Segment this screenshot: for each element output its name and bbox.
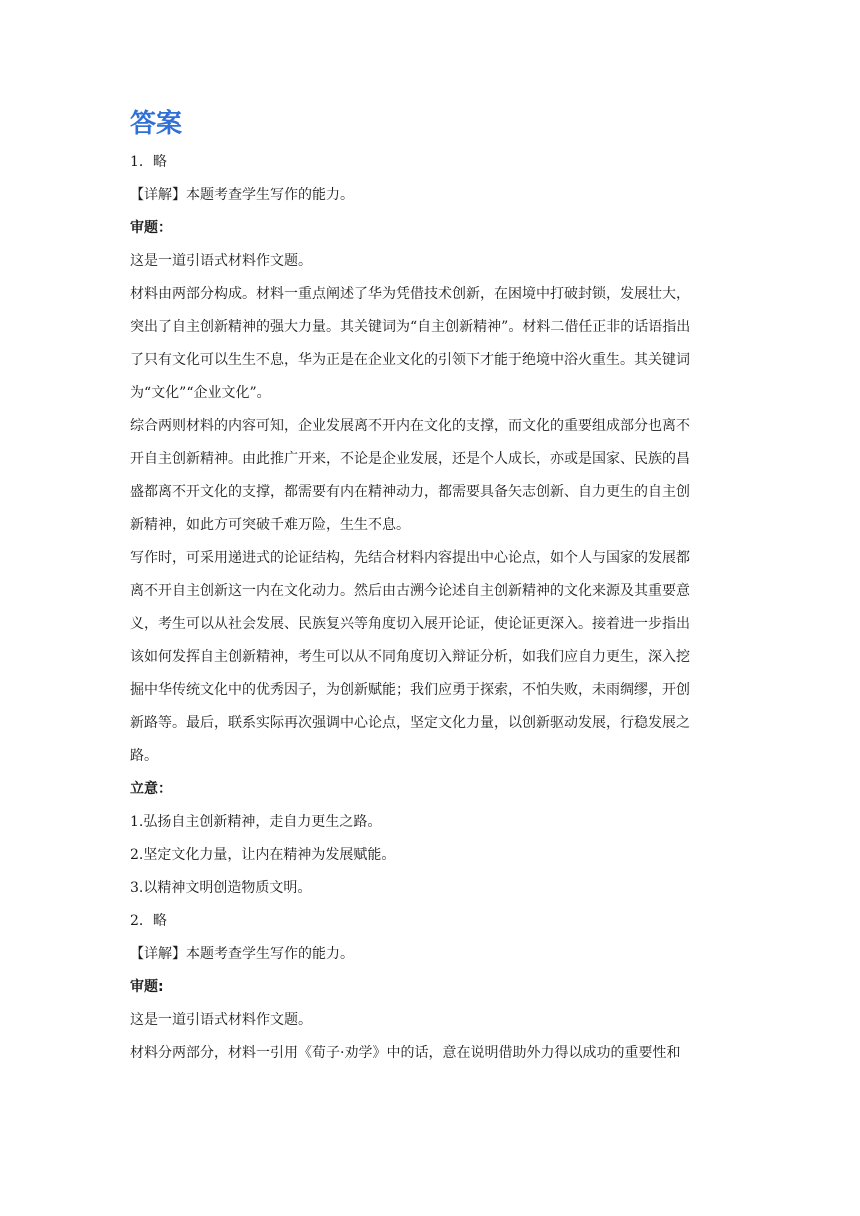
text-line: 材料由两部分构成。材料一重点阐述了华为凭借技术创新，在困境中打破封锁，发展壮大， <box>130 286 690 302</box>
text-line: 离不开自主创新这一内在文化动力。然后由古溯今论述自主创新精神的文化来源及其重要意 <box>130 583 690 599</box>
text-line: 材料分两部分，材料一引用《荀子·劝学》中的话，意在说明借助外力得以成功的重要性和 <box>130 1045 681 1061</box>
text-line: 这是一道引语式材料作文题。 <box>130 1012 312 1028</box>
text-line: 综合两则材料的内容可知，企业发展离不开内在文化的支撑，而文化的重要组成部分也离不 <box>130 418 690 434</box>
text-line: 新路等。最后，联系实际再次强调中心论点，坚定文化力量，以创新驱动发展，行稳发展之 <box>130 715 690 731</box>
text-line: 1.弘扬自主创新精神，走自力更生之路。 <box>130 814 382 830</box>
section-heading: 立意： <box>130 781 172 797</box>
text-line: 【详解】本题考查学生写作的能力。 <box>130 946 354 962</box>
text-line: 了只有文化可以生生不息，华为正是在企业文化的引领下才能于绝境中浴火重生。其关键词 <box>130 352 690 368</box>
section-heading: 审题： <box>130 220 172 236</box>
text-line: 新精神，如此方可突破千难万险，生生不息。 <box>130 517 410 533</box>
text-line: 【详解】本题考查学生写作的能力。 <box>130 187 354 203</box>
section-heading: 审题: <box>130 979 164 995</box>
document-page <box>130 104 730 1070</box>
text-line: 突出了自主创新精神的强大力量。其关键词为“自主创新精神”。材料二借任正非的话语指出 <box>130 319 691 335</box>
page-title: 答案 <box>130 109 183 139</box>
text-line: 这是一道引语式材料作文题。 <box>130 253 312 269</box>
text-line: 写作时，可采用递进式的论证结构，先结合材料内容提出中心论点，如个人与国家的发展都 <box>130 550 690 566</box>
text-line: 1．略 <box>130 154 167 170</box>
document-body <box>130 146 730 1070</box>
text-line: 2.坚定文化力量，让内在精神为发展赋能。 <box>130 847 396 863</box>
text-line: 3.以精神文明创造物质文明。 <box>130 880 312 896</box>
text-line: 2．略 <box>130 913 167 929</box>
text-line: 为“文化”“企业文化”。 <box>130 385 271 401</box>
text-line: 该如何发挥自主创新精神，考生可以从不同角度切入辩证分析，如我们应自力更生，深入挖 <box>130 649 690 665</box>
text-line: 盛都离不开文化的支撑，都需要有内在精神动力，都需要具备矢志创新、自力更生的自主创 <box>130 484 690 500</box>
text-line: 义，考生可以从社会发展、民族复兴等角度切入展开论证，使论证更深入。接着进一步指出 <box>130 616 690 632</box>
text-line: 开自主创新精神。由此推广开来，不论是企业发展，还是个人成长，亦或是国家、民族的昌 <box>130 451 690 467</box>
text-line: 路。 <box>130 748 158 764</box>
text-line: 掘中华传统文化中的优秀因子，为创新赋能；我们应勇于探索，不怕失败，未雨绸缪，开创 <box>130 682 690 698</box>
